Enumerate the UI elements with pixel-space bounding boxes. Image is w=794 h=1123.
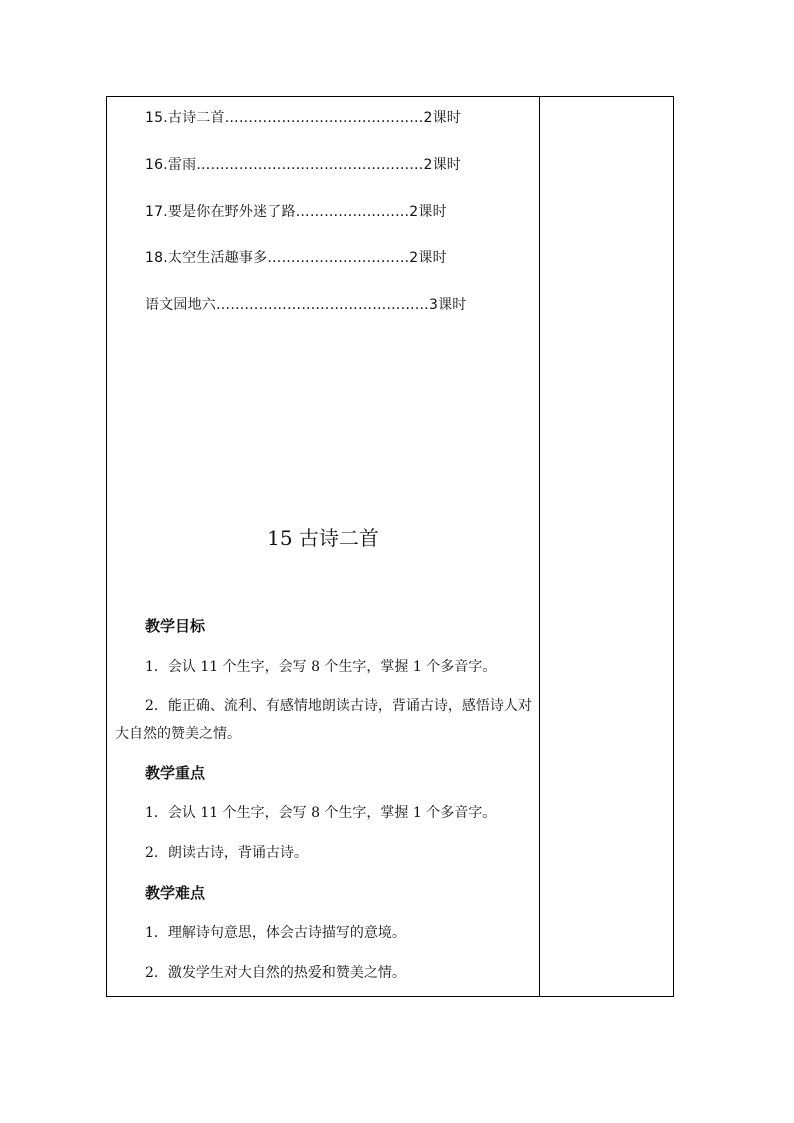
notes-cell	[540, 97, 673, 996]
toc-item: 15.古诗二首……………………………………2课时	[145, 110, 461, 126]
toc-item: 18.太空生活趣事多…………………………2课时	[145, 250, 447, 266]
toc-item: 16.雷雨…………………………………………2课时	[145, 157, 461, 173]
keypoint-item: 1．会认 11 个生字，会写 8 个生字，掌握 1 个多音字。	[145, 805, 497, 821]
difficulty-item: 1．理解诗句意思，体会古诗描写的意境。	[145, 925, 406, 941]
goal-item: 1．会认 11 个生字，会写 8 个生字，掌握 1 个多音字。	[145, 659, 497, 675]
difficulty-item: 2．激发学生对大自然的热爱和赞美之情。	[145, 965, 406, 981]
toc-item: 语文园地六………………………………………3课时	[145, 297, 467, 313]
toc-item: 17.要是你在野外迷了路……………………2课时	[145, 204, 447, 220]
main-content-cell	[107, 97, 539, 996]
section-heading-difficulties: 教学难点	[145, 884, 206, 902]
section-heading-keypoints: 教学重点	[145, 764, 206, 782]
keypoint-item: 2．朗读古诗，背诵古诗。	[145, 845, 308, 861]
goal-item: 2．能正确、流利、有感情地朗读古诗，背诵古诗，感悟诗人对大自然的赞美之情。	[115, 698, 532, 742]
lesson-title: 15 古诗二首	[267, 526, 379, 550]
lesson-plan-table	[106, 96, 674, 997]
section-heading-goals: 教学目标	[145, 617, 206, 635]
